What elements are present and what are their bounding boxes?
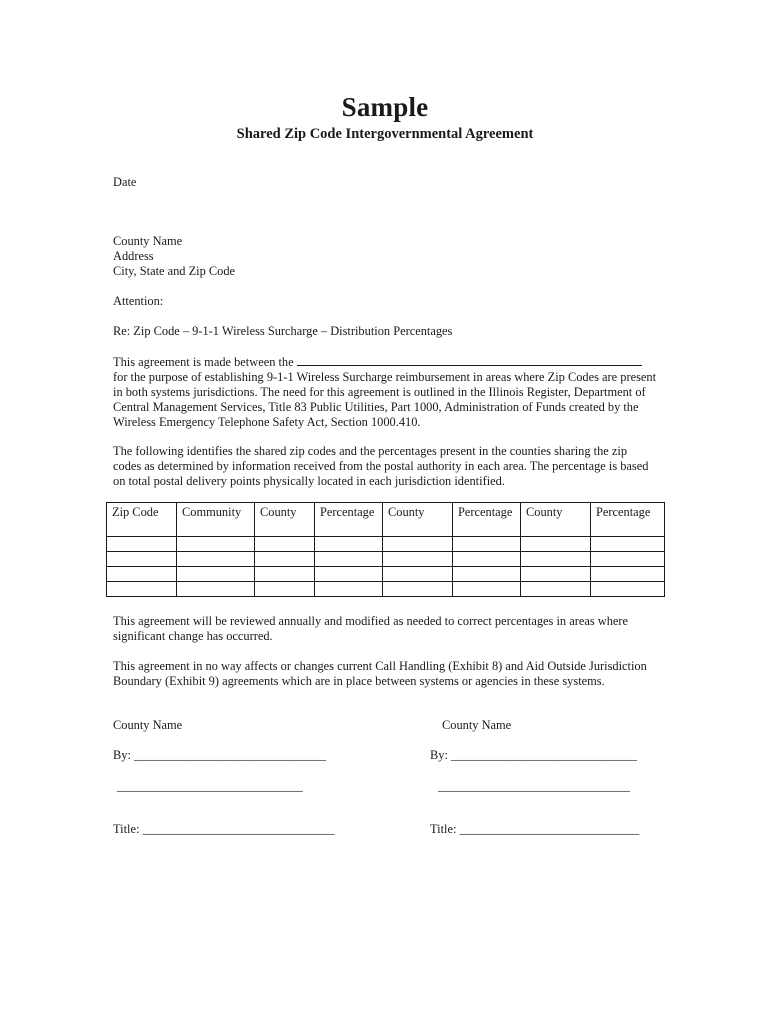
agreement-body: for the purpose of establishing 9-1-1 Wireless Surcharge reimbursement in areas where Zip Codes are present in both systems jurisdictions. The need for this agreement is outlined in the Illinois Register, Department of Central Management Services, Title 83 Public Utilities, Part 1000, Administration of Funds created by the Wireless Emergency Telephone Safety Act, Section 1000.410. <box>113 370 657 429</box>
table-cell[interactable] <box>255 567 315 582</box>
table-cell[interactable] <box>591 537 665 552</box>
col-percentage-1: Percentage <box>315 503 383 537</box>
table-cell[interactable] <box>177 537 255 552</box>
document-title: Sample <box>341 92 429 122</box>
county-name-label: County Name <box>113 234 183 248</box>
table-cell[interactable] <box>315 552 383 567</box>
table-row <box>107 567 665 582</box>
city-state-zip-label: City, State and Zip Code <box>113 264 236 278</box>
document-subtitle: Shared Zip Code Intergovernmental Agreement <box>236 126 534 142</box>
review-paragraph: This agreement will be reviewed annually and modified as needed to correct percentages in areas where significant change has occurred. <box>113 614 629 643</box>
re-line: Re: Zip Code – 9-1-1 Wireless Surcharge – Distribution Percentages <box>113 324 453 338</box>
parties-blank-line <box>297 354 642 366</box>
table-cell[interactable] <box>383 567 453 582</box>
table-cell[interactable] <box>315 582 383 597</box>
right-county-name: County Name <box>442 718 512 732</box>
table-cell[interactable] <box>177 552 255 567</box>
table-row <box>107 552 665 567</box>
left-name-blank-line[interactable]: ______________________________ <box>117 779 303 793</box>
table-cell[interactable] <box>383 582 453 597</box>
date-label: Date <box>113 175 137 189</box>
left-county-name: County Name <box>113 718 183 732</box>
call-handling-paragraph: This agreement in no way affects or changes current Call Handling (Exhibit 8) and Aid Outside Jurisdiction Boundary (Exhibit 9) agreements which are in place between systems or agencies in these systems. <box>113 659 647 688</box>
col-county-1: County <box>255 503 315 537</box>
table-cell[interactable] <box>521 537 591 552</box>
table-cell[interactable] <box>453 552 521 567</box>
shared-zip-paragraph: The following identifies the shared zip codes and the percentages present in the counties sharing the zip codes as determined by information received from the postal authority in each area. The percentage is based on total postal delivery points physically located in each jurisdiction identified. <box>113 444 649 488</box>
table-cell[interactable] <box>383 552 453 567</box>
right-by-signature-line[interactable]: By: ______________________________ <box>430 748 637 762</box>
col-percentage-3: Percentage <box>591 503 665 537</box>
table-cell[interactable] <box>177 567 255 582</box>
agreement-lead: This agreement is made between the <box>113 355 297 369</box>
table-cell[interactable] <box>591 552 665 567</box>
table-cell[interactable] <box>107 537 177 552</box>
table-cell[interactable] <box>107 552 177 567</box>
table-cell[interactable] <box>383 537 453 552</box>
right-title-line[interactable]: Title: _____________________________ <box>430 822 640 836</box>
table-row <box>107 582 665 597</box>
table-cell[interactable] <box>177 582 255 597</box>
agreement-paragraph <box>113 354 658 430</box>
shared-zip-table <box>106 502 665 597</box>
left-by-signature-line[interactable]: By: _______________________________ <box>113 748 327 762</box>
table-cell[interactable] <box>453 567 521 582</box>
col-percentage-2: Percentage <box>453 503 521 537</box>
left-title-line[interactable]: Title: _______________________________ <box>113 822 335 836</box>
right-name-blank-line[interactable]: _______________________________ <box>438 779 631 793</box>
table-cell[interactable] <box>591 582 665 597</box>
col-community: Community <box>177 503 255 537</box>
table-cell[interactable] <box>315 567 383 582</box>
table-cell[interactable] <box>453 537 521 552</box>
table-cell[interactable] <box>255 537 315 552</box>
table-cell[interactable] <box>591 567 665 582</box>
table-cell[interactable] <box>107 567 177 582</box>
col-zip-code: Zip Code <box>107 503 177 537</box>
table-cell[interactable] <box>521 582 591 597</box>
col-county-3: County <box>521 503 591 537</box>
table-row <box>107 537 665 552</box>
address-label: Address <box>113 249 154 263</box>
table-cell[interactable] <box>255 582 315 597</box>
table-cell[interactable] <box>521 567 591 582</box>
attention-label: Attention: <box>113 294 164 308</box>
table-cell[interactable] <box>255 552 315 567</box>
table-cell[interactable] <box>521 552 591 567</box>
table-header-row <box>107 503 665 537</box>
col-county-2: County <box>383 503 453 537</box>
table-cell[interactable] <box>453 582 521 597</box>
table-cell[interactable] <box>315 537 383 552</box>
table-cell[interactable] <box>107 582 177 597</box>
